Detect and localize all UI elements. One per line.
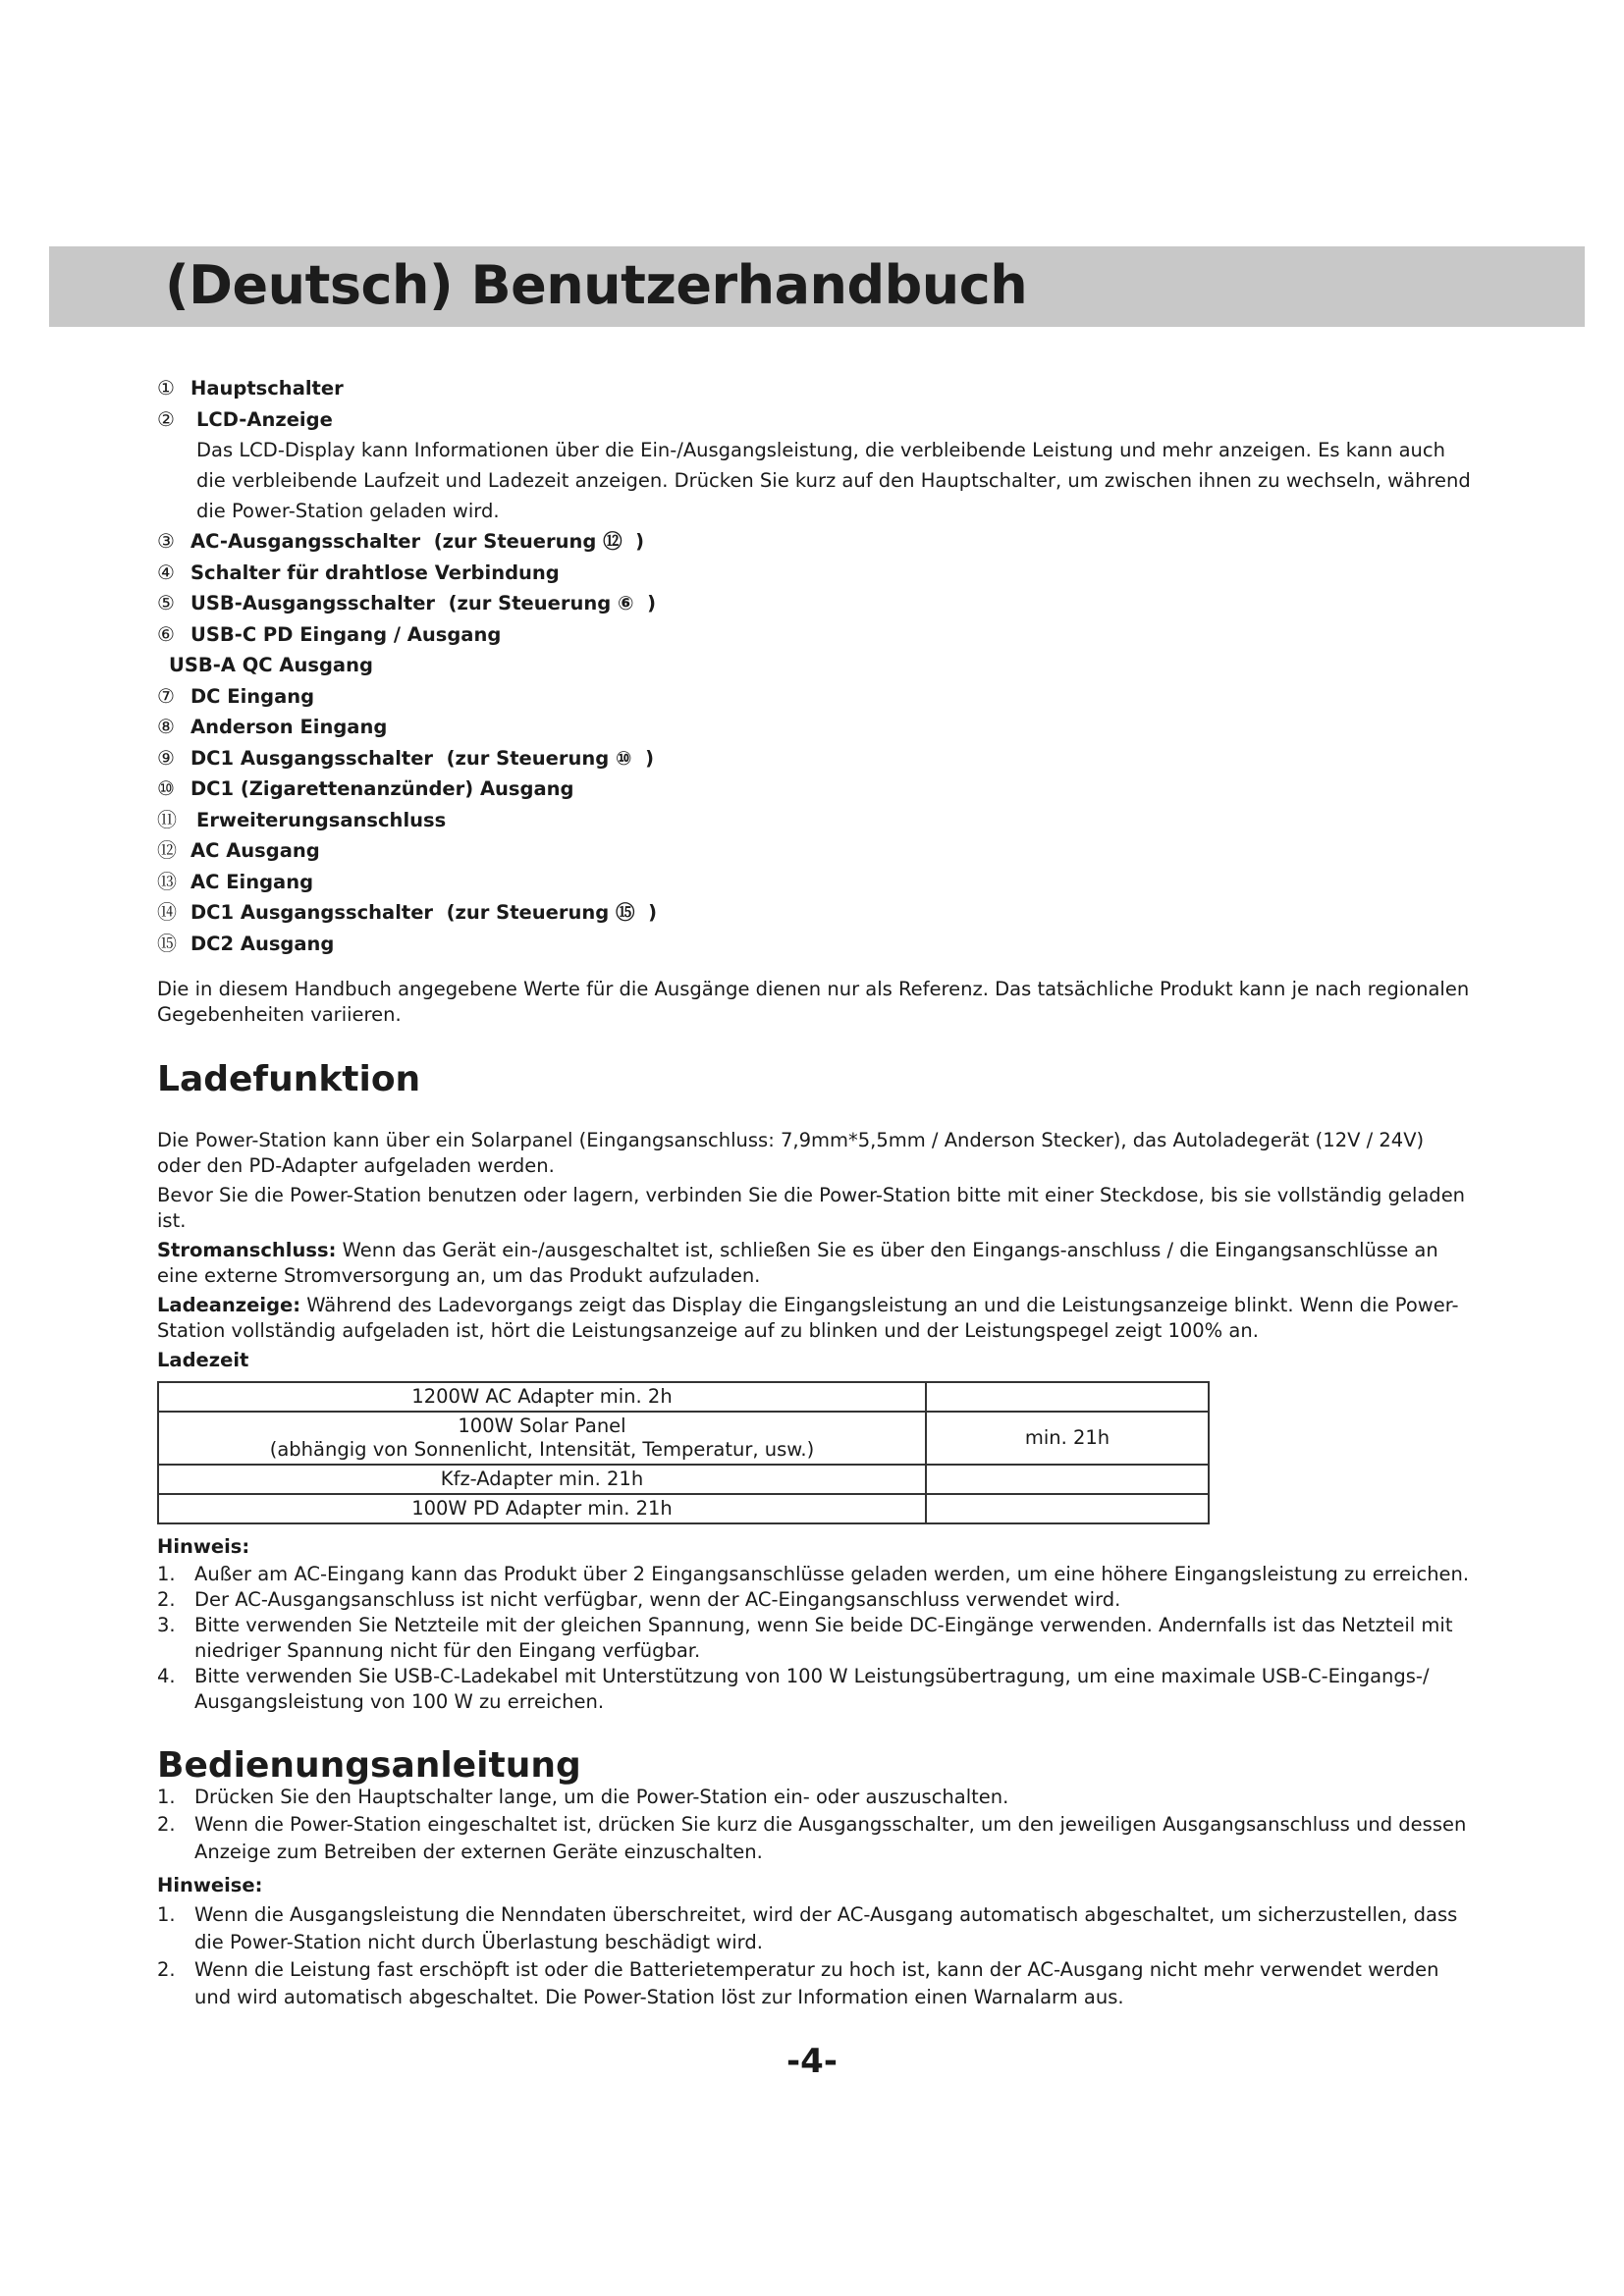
- item-number: ⑨: [157, 745, 175, 770]
- item-number: ⑧: [157, 715, 175, 738]
- item-number: ⑥: [157, 621, 175, 646]
- list-item: [157, 1811, 1473, 1866]
- table-row: [158, 1465, 1209, 1494]
- item-number: ⑩: [157, 776, 175, 800]
- paragraph: [157, 1293, 1473, 1344]
- item-number: ③: [157, 529, 175, 553]
- paragraph: [157, 1348, 1473, 1373]
- list-number: 1.: [157, 1903, 176, 1926]
- item-label: DC2 Ausgang: [190, 932, 335, 955]
- item-label: USB-Ausgangsschalter (zur Steuerung ⑥ ): [190, 592, 656, 614]
- label: Hinweise:: [157, 1874, 263, 1896]
- table-cell: [158, 1412, 926, 1465]
- list-item: [157, 743, 1473, 774]
- paragraph-text: Während des Ladevorgangs zeigt das Display die Eingangsleistung an und die Leistungsanzeige blinkt. Wenn die Power-Station vollständig aufgeladen ist, hört die Leistungsanzeige auf zu blinken und der Leistungspegel zeigt 100% an.: [157, 1294, 1459, 1342]
- paragraph: [157, 1872, 1473, 1899]
- table-row: [158, 1382, 1209, 1412]
- item-label: USB-C PD Eingang / Ausgang: [190, 622, 502, 646]
- table-cell: 1200W AC Adapter min. 2h: [158, 1382, 926, 1412]
- list-text: Außer am AC-Eingang kann das Produkt über 2 Eingangsanschlüsse geladen werden, um eine höhere Eingangsleistung zu erreichen.: [194, 1563, 1470, 1585]
- list-item: [157, 373, 1473, 404]
- page-number: -4-: [786, 2042, 838, 2081]
- item-label: DC Eingang: [190, 684, 315, 708]
- paragraph: Bevor Sie die Power-Station benutzen oder lagern, verbinden Sie die Power-Station bitte mit einer Steckdose, bis sie vollständig geladen ist.: [157, 1184, 1466, 1232]
- item-label: DC1 Ausgangsschalter (zur Steuerung ⑩ ): [190, 746, 655, 770]
- item-label: DC1 Ausgangsschalter (zur Steuerung ⑮ ): [190, 901, 657, 924]
- list-number: 3.: [157, 1614, 176, 1636]
- item-label: Erweiterungsanschluss: [196, 808, 447, 831]
- list-item: [157, 588, 1473, 619]
- list-item: [157, 1901, 1473, 1956]
- label: Hinweis:: [157, 1535, 250, 1558]
- item-label: USB-A QC Ausgang: [169, 654, 373, 676]
- label: Ladeanzeige:: [157, 1294, 301, 1316]
- paragraph-text: Wenn das Gerät ein-/ausgeschaltet ist, schließen Sie es über den Eingangs-anschluss / die Eingangsanschlüsse an eine externe Stromversorgung an, um das Produkt aufzuladen.: [157, 1239, 1438, 1287]
- list-item: [157, 404, 1473, 436]
- paragraph: Die Power-Station kann über ein Solarpanel (Eingangsanschluss: 7,9mm*5,5mm / Anderson Stecker), das Autoladegerät (12V / 24V) oder den PD-Adapter aufgeladen werden.: [157, 1129, 1425, 1177]
- item-label: AC Eingang: [190, 870, 314, 893]
- item-number: ⑤: [157, 591, 175, 614]
- item-number: ②: [157, 406, 175, 431]
- item-number: ①: [157, 376, 175, 400]
- list-item: [157, 897, 1473, 929]
- item-number: ⑦: [157, 683, 175, 708]
- list-item: [157, 712, 1473, 743]
- list-number: 2.: [157, 1958, 176, 1981]
- parts-list: [157, 373, 1473, 1028]
- item-number: ④: [157, 560, 175, 584]
- list-item: [157, 1664, 1473, 1715]
- table-cell: 100W PD Adapter min. 21h: [158, 1494, 926, 1523]
- item-label: AC Ausgang: [190, 839, 320, 862]
- reference-note: Die in diesem Handbuch angegebene Werte für die Ausgänge dienen nur als Referenz. Das tatsächliche Produkt kann je nach regionalen Gegebenheiten variieren.: [157, 978, 1470, 1026]
- label: Stromanschluss:: [157, 1239, 337, 1261]
- item-label: DC1 (Zigarettenanzünder) Ausgang: [190, 777, 574, 800]
- list-item: [157, 1613, 1473, 1664]
- title-bar: [49, 246, 1585, 327]
- bedienung-section: [157, 1745, 1473, 2011]
- list-item: [157, 526, 1473, 558]
- list-item: [157, 805, 1473, 836]
- item-description: Das LCD-Display kann Informationen über die Ein-/Ausgangsleistung, die verbleibende Leistung und mehr anzeigen. Es kann auch die verbleibende Laufzeit und Ladezeit anzeigen. Drücken Sie kurz auf den Hauptschalter, um zwischen ihnen zu wechseln, während die Power-Station geladen wird.: [196, 439, 1471, 522]
- steps-list: [157, 1784, 1473, 1866]
- list-item: [157, 681, 1473, 713]
- item-label: Anderson Eingang: [190, 716, 388, 738]
- list-item: [157, 1587, 1473, 1613]
- item-label: LCD-Anzeige: [196, 407, 333, 431]
- cell-line: (abhängig von Sonnenlicht, Intensität, Temperatur, usw.): [269, 1438, 815, 1461]
- list-number: 2.: [157, 1813, 176, 1836]
- list-item: [157, 835, 1473, 867]
- item-number: ⑮: [157, 931, 177, 955]
- item-label: AC-Ausgangsschalter (zur Steuerung ⑫ ): [190, 530, 645, 553]
- item-number: ⑪: [157, 807, 177, 831]
- list-number: 1.: [157, 1786, 176, 1808]
- list-item: [157, 558, 1473, 589]
- list-item: [157, 1956, 1473, 2011]
- list-item: [157, 1562, 1473, 1587]
- table-cell: [926, 1465, 1209, 1494]
- list-text: Drücken Sie den Hauptschalter lange, um die Power-Station ein- oder auszuschalten.: [194, 1786, 1009, 1808]
- cell-line: 100W Solar Panel: [458, 1415, 626, 1437]
- list-item: [157, 650, 1473, 681]
- table-cell: Kfz-Adapter min. 21h: [158, 1465, 926, 1494]
- section-heading: Bedienungsanleitung: [157, 1745, 581, 1786]
- list-text: Der AC-Ausgangsanschluss ist nicht verfügbar, wenn der AC-Eingangsanschluss verwendet wird.: [194, 1588, 1121, 1611]
- list-item: [157, 619, 1473, 651]
- label: Ladezeit: [157, 1349, 249, 1371]
- list-text: Wenn die Power-Station eingeschaltet ist, drücken Sie kurz die Ausgangsschalter, um den jeweiligen Ausgangsanschluss und dessen Anzeige zum Betreiben der externen Geräte einzuschalten.: [194, 1813, 1467, 1863]
- item-number: ⑫: [157, 838, 177, 862]
- table-row: [158, 1412, 1209, 1465]
- table-row: [158, 1494, 1209, 1523]
- list-number: 1.: [157, 1563, 176, 1585]
- list-item: [157, 867, 1473, 898]
- ladezeit-table: [157, 1381, 1210, 1524]
- hinweise-list: [157, 1901, 1473, 2011]
- table-cell: [926, 1382, 1209, 1412]
- hinweis-list: [157, 1562, 1473, 1715]
- list-number: 2.: [157, 1588, 176, 1611]
- list-number: 4.: [157, 1665, 176, 1687]
- item-label: Hauptschalter: [190, 377, 344, 400]
- page-title: (Deutsch) Benutzerhandbuch: [165, 254, 1028, 316]
- ladefunktion-section: [157, 1059, 1473, 1715]
- list-item: [157, 929, 1473, 960]
- paragraph: [157, 1534, 1473, 1560]
- paragraph: [157, 1238, 1473, 1289]
- list-item: [157, 774, 1473, 805]
- list-item: [157, 1784, 1473, 1811]
- table-cell: [926, 1494, 1209, 1523]
- item-label: Schalter für drahtlose Verbindung: [190, 561, 560, 584]
- list-text: Wenn die Leistung fast erschöpft ist oder die Batterietemperatur zu hoch ist, kann der AC-Ausgang nicht mehr verwendet werden und wird automatisch abgeschaltet. Die Power-Station löst zur Information einen Warnalarm aus.: [194, 1958, 1439, 2008]
- item-number: ⑭: [157, 900, 177, 924]
- list-text: Wenn die Ausgangsleistung die Nenndaten überschreitet, wird der AC-Ausgang automatisch abgeschaltet, um sicherzustellen, dass die Power-Station nicht durch Überlastung beschädigt wird.: [194, 1903, 1458, 1953]
- list-text: Bitte verwenden Sie USB-C-Ladekabel mit Unterstützung von 100 W Leistungsübertragung, um eine maximale USB-C-Eingangs-/ Ausgangsleistung von 100 W zu erreichen.: [194, 1665, 1430, 1713]
- item-number: ⑬: [157, 869, 177, 893]
- list-text: Bitte verwenden Sie Netzteile mit der gleichen Spannung, wenn Sie beide DC-Eingänge verwenden. Andernfalls ist das Netzteil mit niedriger Spannung nicht für den Eingang verfügbar.: [194, 1614, 1453, 1662]
- section-heading: Ladefunktion: [157, 1059, 421, 1099]
- table-cell: min. 21h: [926, 1412, 1209, 1465]
